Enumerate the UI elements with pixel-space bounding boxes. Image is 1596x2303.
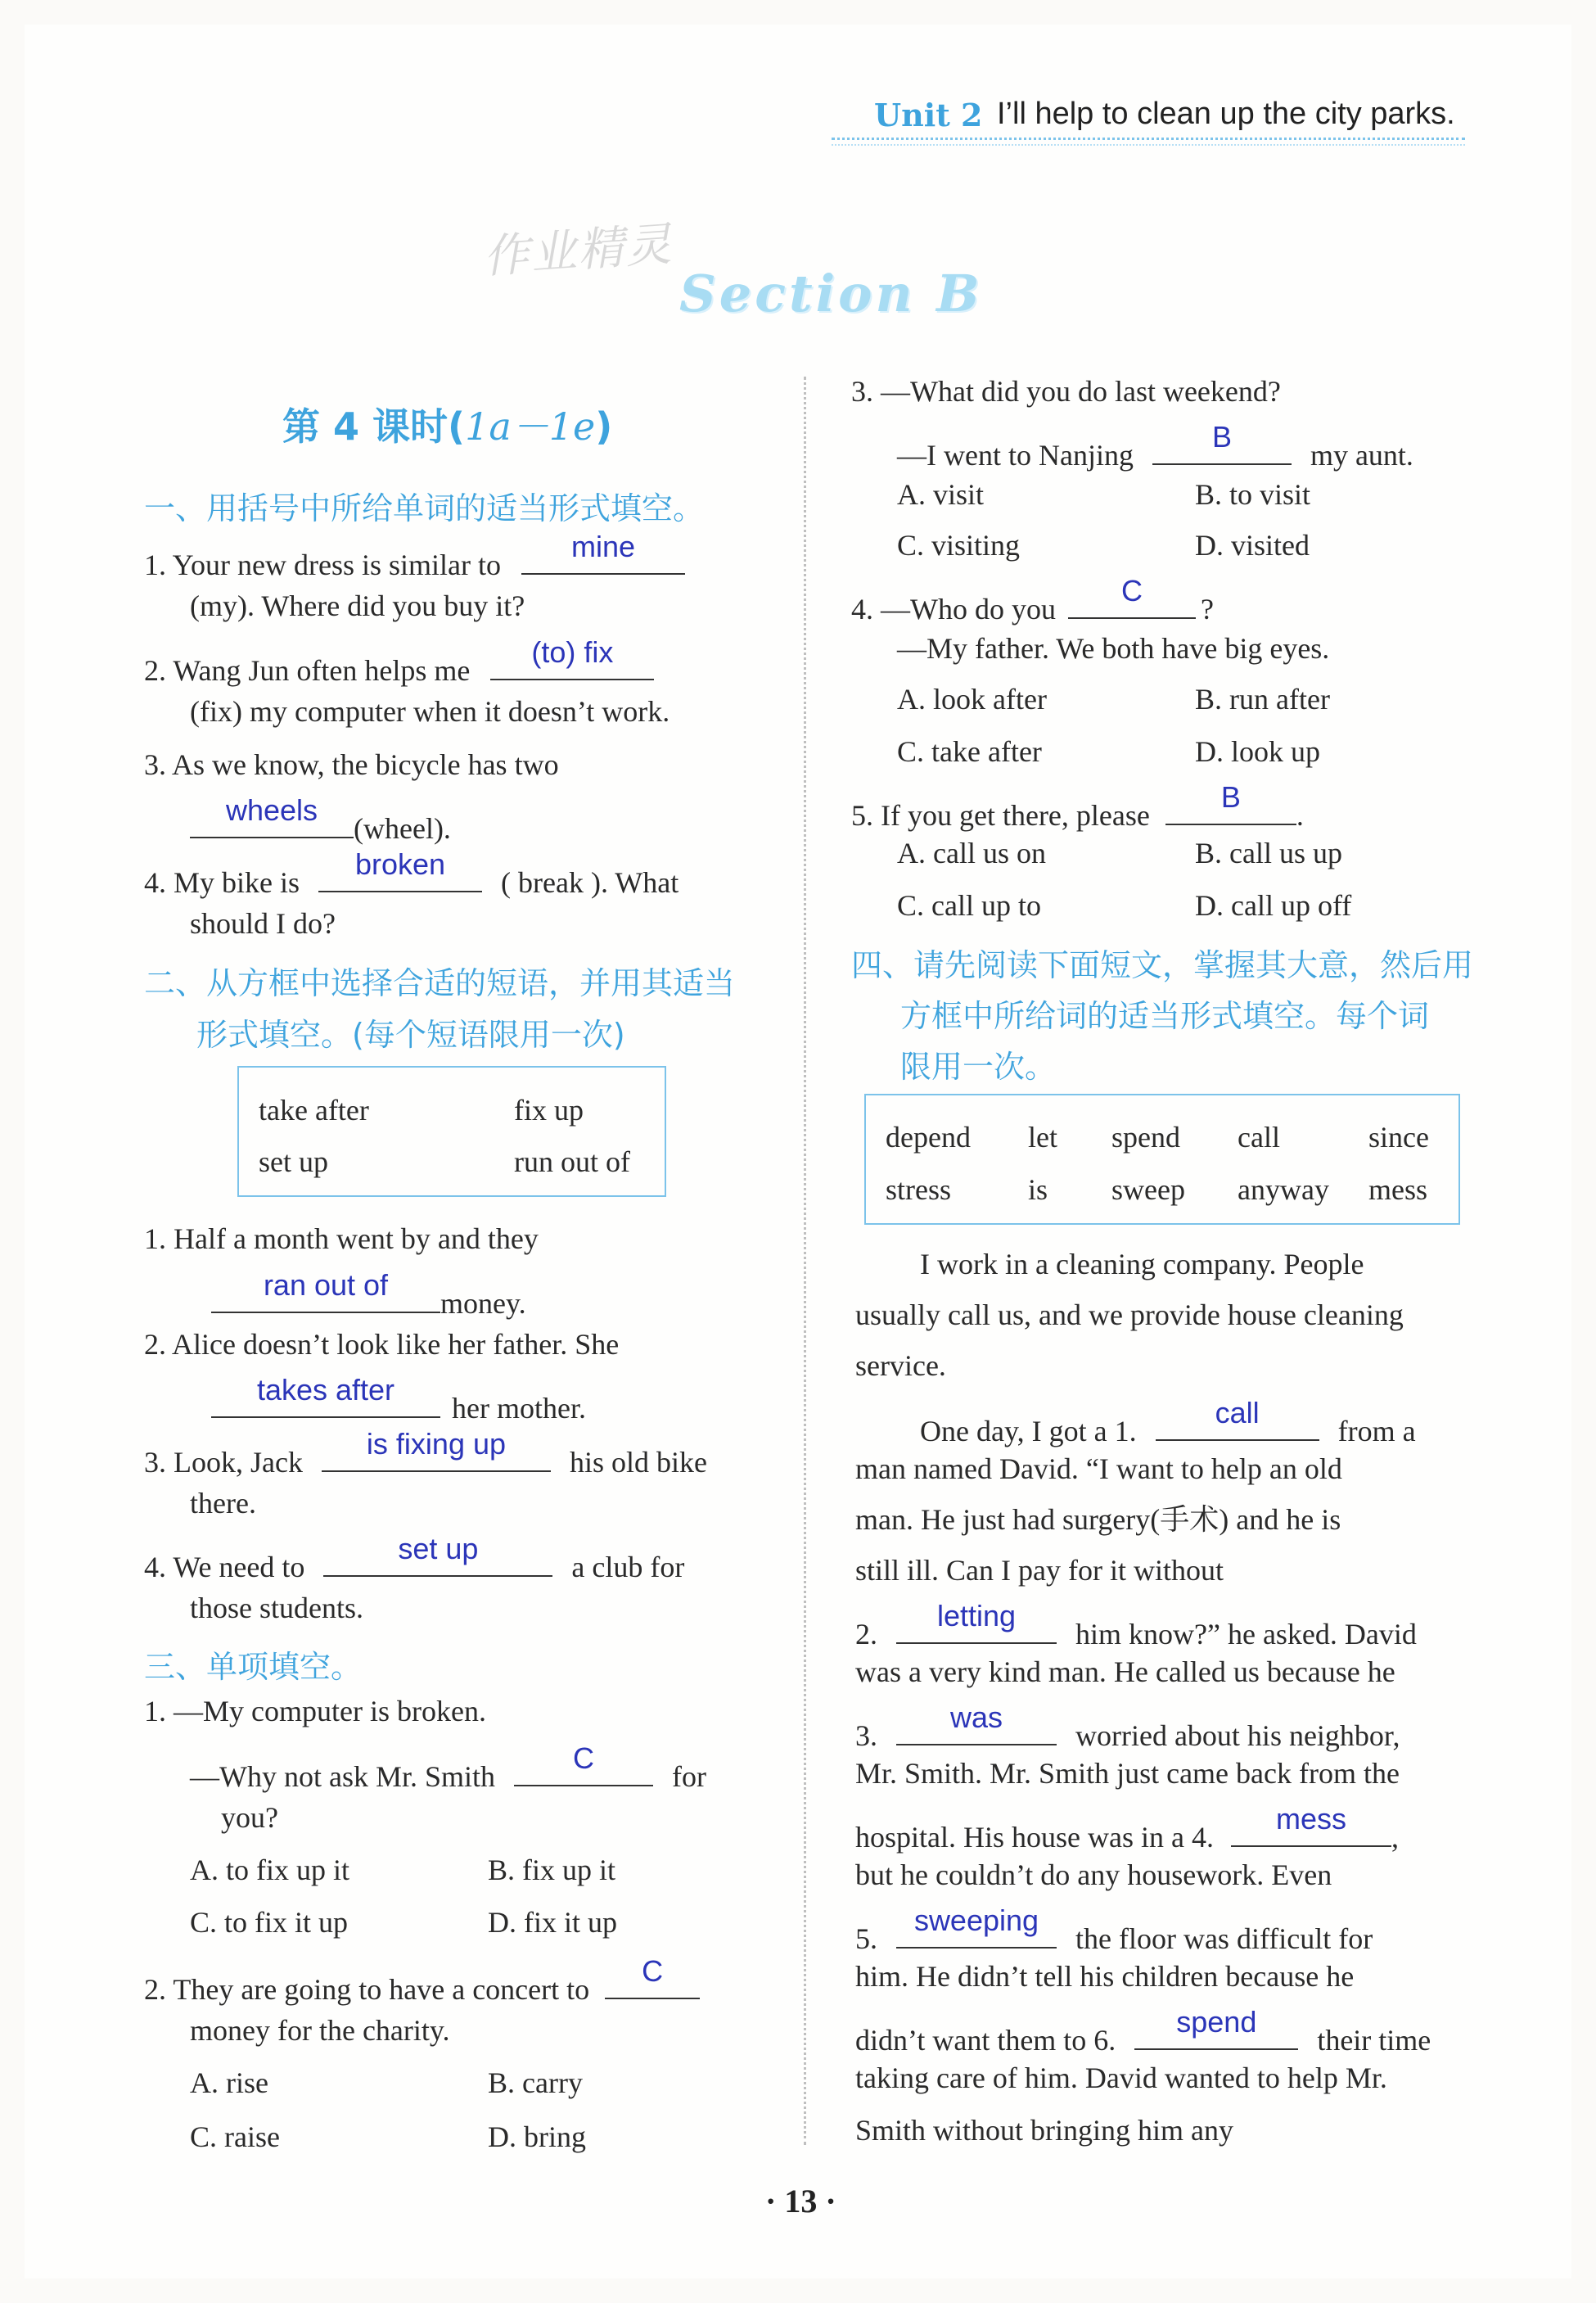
p1-q2-line1: 2. Wang Jun often helps me (to) fix	[144, 643, 654, 685]
unit-label: Unit 2	[874, 97, 983, 133]
word-option: since	[1368, 1121, 1429, 1154]
p3-q4-line1: 4. —Who do you C ?	[851, 574, 1214, 625]
option-a: A. rise	[190, 2066, 268, 2099]
p1-q4-line1: 4. My bike is broken ( break ). What	[144, 847, 679, 899]
p2-q2-line1: 2. Alice doesn’t look like her father. She	[144, 1328, 620, 1361]
option-b: B. to visit	[1195, 478, 1311, 511]
answer-blank[interactable]: sweeping	[896, 1911, 1057, 1949]
passage-line: usually call us, and we provide house cleaning	[855, 1298, 1404, 1331]
word-option: depend	[886, 1121, 971, 1154]
option-d: D. look up	[1195, 735, 1320, 768]
answer-blank[interactable]: set up	[323, 1539, 552, 1577]
passage-line: hospital. His house was in a 4. mess ,	[855, 1802, 1399, 1854]
header-divider	[832, 138, 1465, 140]
p2-q3-line2: there.	[190, 1487, 256, 1520]
p2-q1-line1: 1. Half a month went by and they	[144, 1222, 539, 1255]
passage-line: him. He didn’t tell his children because he	[855, 1960, 1355, 1993]
option-d: D. call up off	[1195, 889, 1352, 922]
answer-blank[interactable]: B	[1152, 427, 1292, 465]
answer-blank[interactable]: ran out of	[211, 1276, 440, 1313]
page-number: · 13 ·	[765, 2183, 836, 2219]
option-c: C. raise	[190, 2120, 280, 2153]
p1-q3-line2: wheels (wheel).	[190, 801, 451, 843]
option-a: A. look after	[897, 683, 1047, 716]
answer-blank[interactable]: mine	[521, 537, 685, 575]
phrase-option: set up	[259, 1145, 328, 1178]
p1-q2-line2: (fix) my computer when it doesn’t work.	[190, 695, 670, 728]
option-c: C. visiting	[897, 529, 1021, 562]
passage-line: man. He just had surgery(手术) and he is	[855, 1503, 1341, 1536]
p2-q4-line1: 4. We need to set up a club for	[144, 1532, 685, 1583]
option-b: B. call us up	[1195, 837, 1342, 869]
p1-q1-line1: 1. Your new dress is similar to mine	[144, 537, 753, 580]
answer-blank[interactable]: (to) fix	[490, 643, 654, 680]
passage-line: service.	[855, 1349, 946, 1382]
answer-blank[interactable]: is fixing up	[322, 1434, 551, 1472]
answer-blank[interactable]: C	[1068, 581, 1196, 619]
p3-q2-line2: money for the charity.	[190, 2014, 450, 2047]
option-d: D. fix it up	[488, 1906, 617, 1939]
passage-line: but he couldn’t do any housework. Even	[855, 1858, 1332, 1891]
lesson-title: 第 4 课时(1a－1e)	[282, 404, 613, 449]
option-a: A. call us on	[897, 837, 1046, 869]
part4-heading-1: 四、请先阅读下面短文，掌握其大意，然后用	[851, 947, 1474, 983]
word-option: call	[1238, 1121, 1280, 1154]
option-b: B. run after	[1195, 683, 1330, 716]
p3-q1-line1: 1. —My computer is broken.	[144, 1695, 486, 1727]
p3-q2-line1: 2. They are going to have a concert to C	[144, 1962, 700, 2004]
answer-blank[interactable]: C	[514, 1749, 653, 1786]
p3-q1-line2: —Why not ask Mr. Smith C for	[190, 1741, 706, 1793]
passage-line: man named David. “I want to help an old	[855, 1452, 1342, 1485]
part4-heading-3: 限用一次。	[900, 1049, 1057, 1085]
answer-blank[interactable]: was	[896, 1708, 1057, 1745]
p2-q3-line1: 3. Look, Jack is fixing up his old bike	[144, 1427, 707, 1479]
phrase-option: take after	[259, 1094, 369, 1127]
p1-q4-line2: should I do?	[190, 907, 336, 940]
word-option: sweep	[1111, 1173, 1185, 1206]
phrase-option: run out of	[514, 1145, 630, 1178]
column-divider	[804, 377, 806, 2145]
option-b: B. carry	[488, 2066, 583, 2099]
part1-heading: 一、用括号中所给单词的适当形式填空。	[144, 490, 705, 526]
option-d: D. bring	[488, 2120, 586, 2153]
word-option: spend	[1111, 1121, 1180, 1154]
option-b: B. fix up it	[488, 1854, 616, 1886]
answer-blank[interactable]: takes after	[211, 1380, 440, 1418]
option-a: A. to fix up it	[190, 1854, 349, 1886]
passage-line: Mr. Smith. Mr. Smith just came back from the	[855, 1757, 1400, 1790]
word-option: mess	[1368, 1173, 1427, 1206]
answer-blank[interactable]: letting	[896, 1606, 1057, 1644]
answer-blank[interactable]: mess	[1231, 1809, 1391, 1847]
p2-q2-line2: takes after her mother.	[211, 1380, 586, 1423]
passage-line: Smith without bringing him any	[855, 2114, 1234, 2147]
p1-q1-line2: (my). Where did you buy it?	[190, 589, 525, 622]
part3-heading: 三、单项填空。	[144, 1649, 363, 1685]
passage-line: still ill. Can I pay for it without	[855, 1554, 1224, 1587]
p2-q4-line2: those students.	[190, 1592, 363, 1624]
part2-heading-2: 形式填空。(每个短语限用一次)	[196, 1017, 625, 1053]
word-option: stress	[886, 1173, 951, 1206]
passage-line: I work in a cleaning company. People	[920, 1248, 1364, 1280]
option-d: D. visited	[1195, 529, 1310, 562]
answer-blank[interactable]: B	[1165, 788, 1296, 825]
watermark: 作业精灵	[481, 217, 675, 285]
option-c: C. call up to	[897, 889, 1041, 922]
passage-line: 5. sweeping the floor was difficult for	[855, 1903, 1373, 1955]
part2-heading-1: 二、从方框中选择合适的短语，并用其适当	[144, 965, 736, 1001]
passage-line: 3. was worried about his neighbor,	[855, 1700, 1400, 1752]
passage-line: didn’t want them to 6. spend their time	[855, 2005, 1431, 2057]
header-divider-secondary	[832, 144, 1465, 146]
word-option: let	[1028, 1121, 1057, 1154]
word-option: anyway	[1238, 1173, 1329, 1206]
section-title: Section B	[679, 264, 983, 323]
part4-heading-2: 方框中所给词的适当形式填空。每个词	[900, 998, 1430, 1034]
p3-q1-line3: you?	[221, 1801, 278, 1834]
passage-line: 2. letting him know?” he asked. David	[855, 1599, 1417, 1650]
answer-blank[interactable]: call	[1156, 1403, 1319, 1441]
option-c: C. take after	[897, 735, 1042, 768]
p1-q3-line1: 3. As we know, the bicycle has two	[144, 748, 559, 781]
answer-blank[interactable]: spend	[1134, 2012, 1298, 2050]
answer-blank[interactable]: C	[605, 1962, 700, 1999]
answer-blank[interactable]: broken	[318, 855, 482, 892]
option-c: C. to fix it up	[190, 1906, 349, 1939]
word-option: is	[1028, 1173, 1048, 1206]
p3-q3-line2: —I went to Nanjing B my aunt.	[897, 420, 1413, 472]
p3-q4-line2: —My father. We both have big eyes.	[897, 632, 1330, 665]
phrase-option: fix up	[514, 1094, 584, 1127]
p3-q3-line1: 3. —What did you do last weekend?	[851, 375, 1281, 408]
option-a: A. visit	[897, 478, 985, 511]
passage-line: One day, I got a 1. call from a	[920, 1396, 1416, 1447]
passage-line: was a very kind man. He called us because he	[855, 1655, 1395, 1688]
unit-title: I’ll help to clean up the city parks.	[997, 97, 1455, 131]
answer-blank[interactable]: wheels	[190, 801, 354, 838]
passage-line: taking care of him. David wanted to help Mr.	[855, 2061, 1387, 2094]
p2-q1-line2: ran out of money.	[211, 1276, 526, 1318]
p3-q5-line1: 5. If you get there, please B .	[851, 780, 1304, 832]
